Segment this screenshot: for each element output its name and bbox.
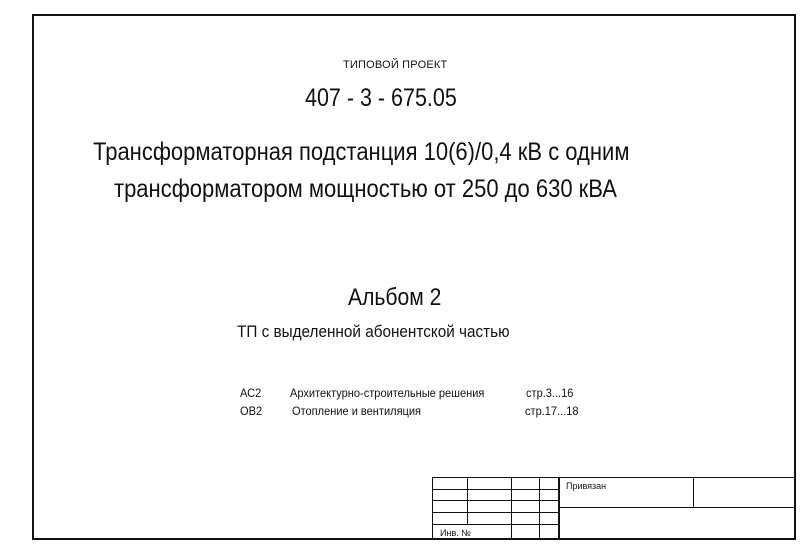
stamp-grid-line xyxy=(432,524,558,525)
contents-name: Архитектурно-строительные решения xyxy=(290,386,485,400)
stamp-outer xyxy=(432,477,796,540)
stamp-grid-line xyxy=(432,512,558,513)
contents-pages: стр.3...16 xyxy=(526,386,574,400)
contents-name: Отопление и вентиляция xyxy=(292,404,422,418)
project-code: 407 - 3 - 675.05 xyxy=(305,84,457,112)
contents-pages: стр.17...18 xyxy=(525,404,579,418)
stamp-grid-line xyxy=(539,477,540,540)
album-subtitle: ТП с выделенной абонентской частью xyxy=(237,322,510,341)
bound-label: Привязан xyxy=(566,481,607,491)
contents-code: ОВ2 xyxy=(240,404,263,418)
stamp-grid-line xyxy=(432,489,558,490)
title-line-2: трансформатором мощностью от 250 до 630 кВА xyxy=(114,175,617,203)
stamp-grid-line xyxy=(559,507,796,508)
contents-code: АС2 xyxy=(240,386,262,400)
inventory-number-label: Инв. № xyxy=(440,528,471,538)
title-line-1: Трансформаторная подстанция 10(6)/0,4 кВ с одним xyxy=(93,138,630,166)
stamp-grid-line xyxy=(511,477,512,540)
album-title: Альбом 2 xyxy=(348,284,442,311)
stamp-grid-line xyxy=(693,477,694,507)
stamp-grid-line xyxy=(432,500,558,501)
stamp-divider xyxy=(558,477,560,540)
project-type-label: ТИПОВОЙ ПРОЕКТ xyxy=(343,59,448,71)
